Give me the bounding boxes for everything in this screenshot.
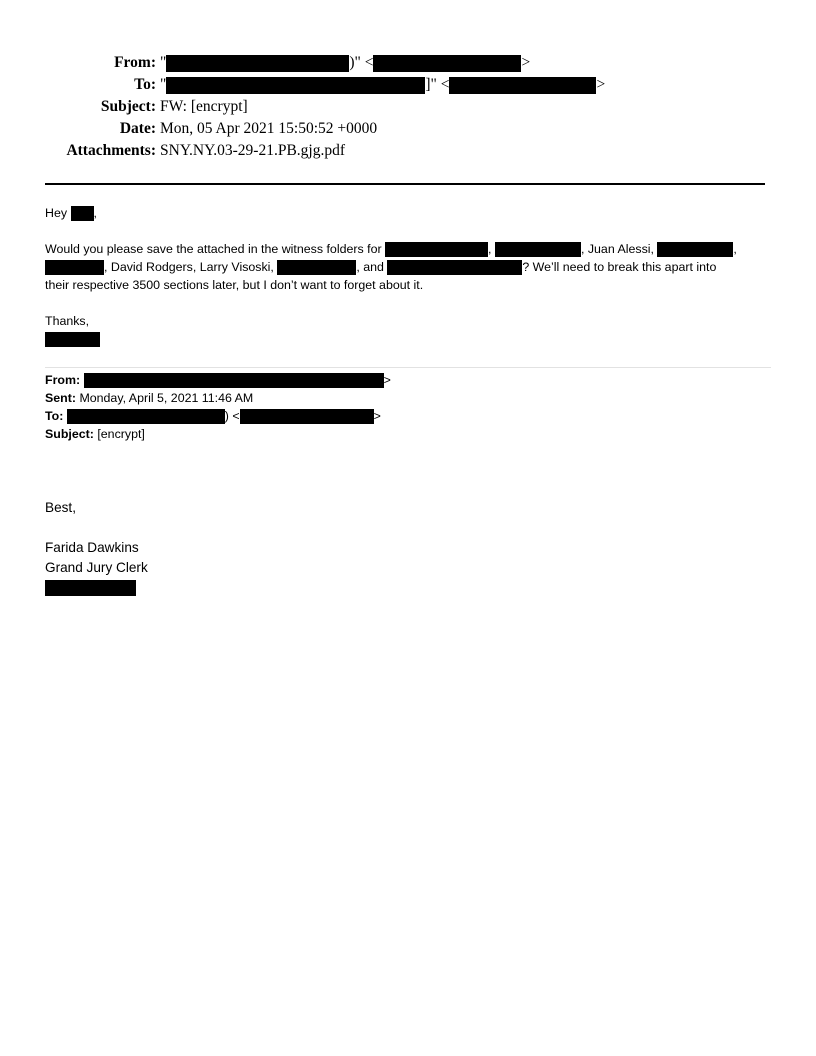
forward-divider: [45, 367, 771, 368]
fwd-from-label: From:: [45, 373, 81, 387]
fwd-subject-row: [45, 425, 773, 443]
from-value: [160, 52, 530, 74]
redaction-block: [71, 206, 94, 221]
attachment-filename[interactable]: SNY.NY.03-29-21.PB.gjg.pdf: [160, 142, 346, 159]
and-text: , and: [356, 260, 384, 274]
redaction-block: [657, 242, 733, 257]
fwd-to-mid: ) <: [224, 409, 240, 423]
from-row: [0, 52, 816, 74]
from-quote-close: )" <: [349, 54, 374, 71]
from-angle-close: >: [521, 54, 531, 71]
redaction-block: [387, 260, 522, 275]
comma-2: ,: [733, 242, 737, 256]
greeting-comma: ,: [93, 206, 97, 220]
fwd-sent-label: Sent:: [45, 391, 76, 405]
attachments-row: [0, 140, 816, 162]
fwd-sent-row: [45, 389, 773, 407]
signature-title: Grand Jury Clerk: [45, 560, 148, 575]
thanks-line: Thanks,: [45, 314, 90, 328]
redaction-block: [449, 77, 596, 94]
request-text-3: ? We’ll need to break this apart into: [522, 260, 717, 274]
header-divider: [45, 183, 765, 185]
fwd-subject-label: Subject:: [45, 427, 94, 441]
redaction-block: [240, 409, 374, 424]
date-value: Mon, 05 Apr 2021 15:50:52 +0000: [160, 120, 378, 137]
subject-label: Subject:: [100, 98, 156, 115]
redaction-block: [45, 260, 104, 275]
to-quote-close: ]" <: [425, 76, 450, 93]
to-value: [160, 74, 605, 96]
signature-name: Farida Dawkins: [45, 540, 139, 555]
from-quote-open: ": [160, 54, 167, 71]
to-angle-close: >: [596, 76, 606, 93]
fwd-to-row: [45, 407, 773, 425]
to-row: [0, 74, 816, 96]
date-row: [0, 118, 816, 140]
juan-alessi: , Juan Alessi,: [580, 242, 654, 256]
sender-signature-line: [45, 330, 773, 348]
request-text-1: Would you please save the attached in the witness folders for: [45, 242, 382, 256]
redaction-block: [166, 77, 425, 94]
request-line-3: their respective 3500 sections later, but I don’t want to forget about it.: [45, 278, 424, 292]
fwd-to-label: To:: [45, 409, 64, 423]
fwd-to-end: >: [373, 409, 381, 423]
redaction-block: [45, 580, 136, 596]
comma-1: ,: [488, 242, 492, 256]
fwd-sent-value: Monday, April 5, 2021 11:46 AM: [79, 391, 254, 405]
fwd-from-row: [45, 371, 773, 389]
subject-row: [0, 96, 816, 118]
signature-block: [45, 498, 148, 598]
forwarded-header: [45, 371, 773, 443]
email-header: [0, 52, 816, 162]
redaction-block: [45, 332, 100, 347]
redaction-block: [84, 373, 384, 388]
subject-value: FW: [encrypt]: [160, 98, 248, 115]
request-line-1: [45, 240, 773, 258]
from-label: From:: [114, 54, 156, 71]
redaction-block: [166, 55, 349, 72]
to-quote-open: ": [160, 76, 167, 93]
greeting-line: [45, 204, 773, 222]
redaction-block: [385, 242, 488, 257]
message-body: [45, 204, 773, 348]
attachments-label: Attachments:: [66, 142, 156, 159]
closing-line: Best,: [45, 500, 76, 515]
greeting-text: Hey: [45, 206, 68, 220]
request-text-2: , David Rodgers, Larry Visoski,: [104, 260, 274, 274]
redaction-block: [495, 242, 581, 257]
redaction-block: [373, 55, 521, 72]
date-label: Date:: [119, 120, 156, 137]
redaction-block: [67, 409, 225, 424]
to-label: To:: [134, 76, 156, 93]
fwd-from-end: >: [383, 373, 391, 387]
request-line-2: [45, 258, 773, 276]
fwd-subject-value: [encrypt]: [97, 427, 145, 441]
redaction-block: [277, 260, 356, 275]
